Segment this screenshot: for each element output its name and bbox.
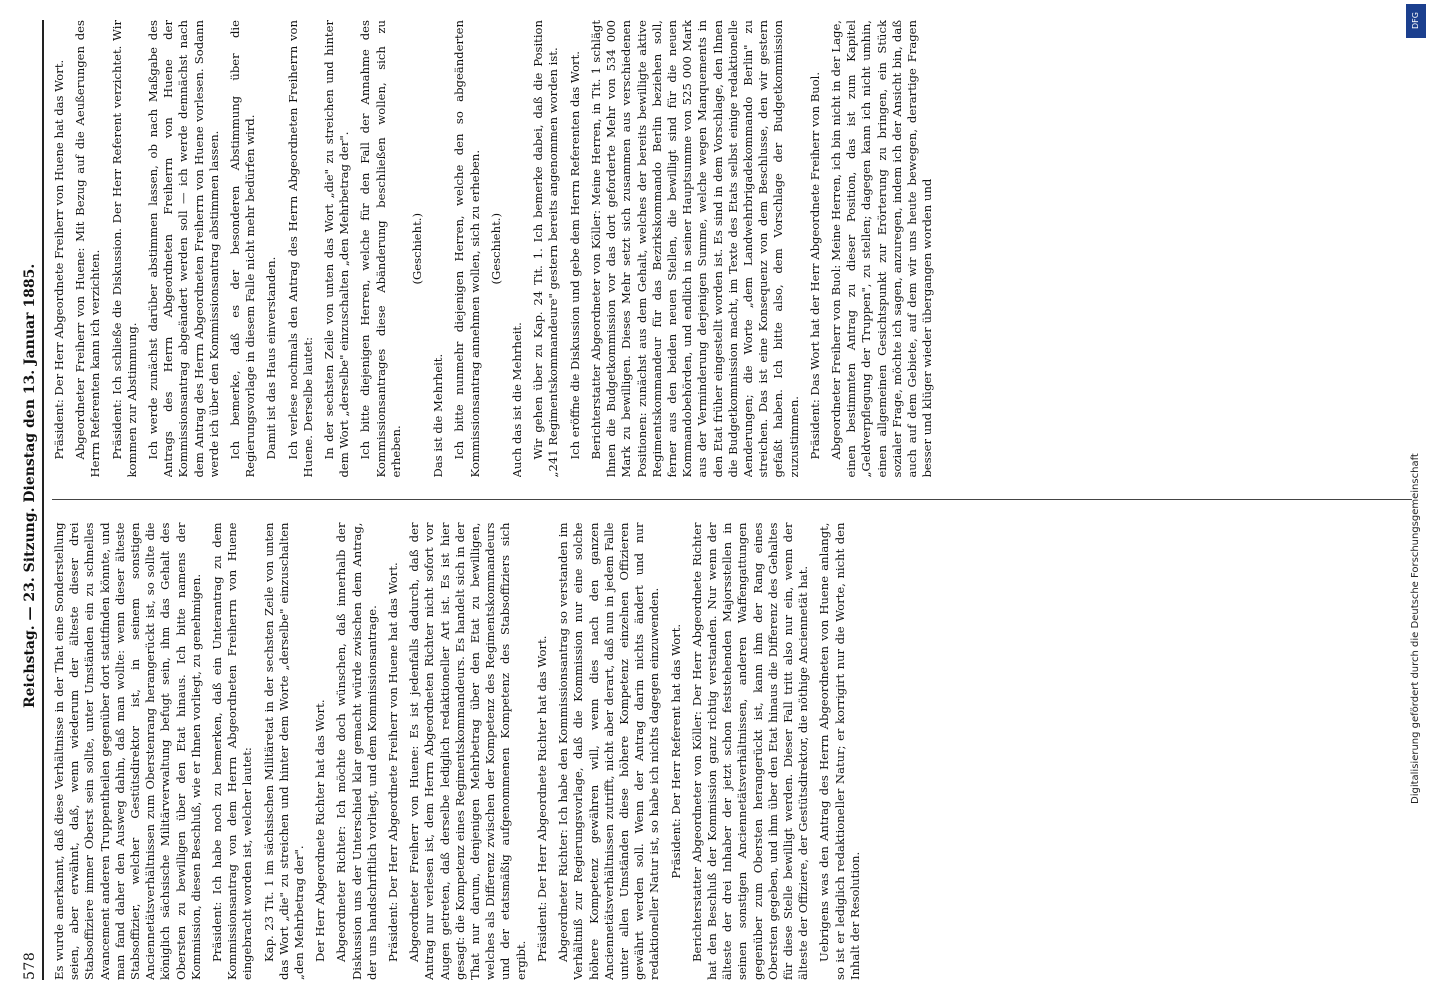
paragraph: Ich eröffne die Diskussion und gebe dem Herrn Referenten das Wort.: [567, 51, 582, 460]
page-number: 578: [22, 951, 38, 980]
paragraph: Ich bitte nunmehr diejenigen Herren, welche den so abgeänderten Kommissionsantrag annehmen wollen, sich zu erheben.: [452, 20, 482, 478]
paragraph: Auch das ist die Mehrheit.: [510, 322, 525, 478]
column-divider: [52, 500, 1412, 501]
paragraph: Ich werde zunächst darüber abstimmen lassen, ob nach Maßgabe des Antrags des Herrn Abgeordneten Freiherrn von Huene der Kommissionsantrag abgeändert werden soll — ich werde demnächst nach dem Antrag des Herrn Abgeordneten Freiherrn von Huene vorlesen. Sodann werde ich über den Kommissionsantrag abstimmen lassen.: [146, 20, 221, 478]
paragraph: (Geschieht.): [488, 213, 503, 285]
paragraph: Das ist die Mehrheit.: [431, 353, 446, 478]
paragraph: Wir gehen über zu Kap. 24 Tit. 1. Ich bemerke dabei, daß die Position „241 Regimentskommandeure" gestern bereits angenommen worden ist.: [531, 20, 561, 478]
paragraph: Ich verlese nochmals den Antrag des Herrn Abgeordneten Freiherrn von Huene. Derselbe lautet:: [285, 20, 315, 478]
text-columns: [52, 20, 1412, 980]
paragraph: Abgeordneter Freiherr von Buol: Meine Herren, ich bin nicht in der Lage, einen bestimmten Antrag zu dieser Position, das ist zum Kapitel „Geldverpflegung der Truppen", zu stellen; dagegen kann ich nicht umhin, einen allgemeinen Gesichtspunkt zur Erörterung zu bringen, ein Stück sozialer Frage, möchte ich sagen, anzuregen, indem ich der Ansicht bin, daß auch auf dem Gebiete, auf dem wir uns heute bewegen, derartige Fragen besser und klüger wieder übergangen worden und: [828, 20, 935, 478]
paragraph: Berichterstatter Abgeordneter von Köller: Der Herr Abgeordnete Richter hat den Beschluß der Kommission ganz richtig verstanden. Nur wenn der älteste der drei Inhaber der jetzt schon feststehenden Majorsstellen in seinen sonstigen Anciennetätsverhältnissen, anderen Waffengattungen gegenüber zum Obersten herangerückt ist, kann ihm der Rang eines Obersten gegeben, und ihm über den Etat hinaus die Differenz des Gehaltes für diese Stelle bewilligt werden. Dieser Fall tritt also nur ein, wenn der älteste der Offiziere, der Gestütsdirektor, die nöthige Anciennetät hat.: [689, 522, 811, 980]
paragraph: Präsident: Ich schließe die Diskussion. Der Herr Referent verzichtet. Wir kommen zur Abstimmung.: [109, 20, 139, 478]
paragraph: Präsident: Der Herr Abgeordnete Richter hat das Wort.: [534, 635, 549, 962]
paragraph: Kap. 23 Tit. 1 im sächsischen Militäretat in der sechsten Zeile von unten das Wort „die" zu streichen und hinter dem Worte „derselbe" einzuschalten „den Mehrbetrag der".: [261, 522, 307, 980]
dfg-logo: DFG: [1406, 4, 1426, 38]
paragraph: Abgeordneter Richter: Ich möchte doch wünschen, daß innerhalb der Diskussion uns der Unterschied klar gemacht würde zwischen dem Antrag, der uns handschriftlich vorliegt, und dem Kommissionsantrage.: [334, 522, 379, 980]
paragraph: Uebrigens was den Antrag des Herrn Abgeordneten von Huene anlangt, so ist er lediglich redaktioneller Natur; er korrigirt nur die Worte, nicht den Inhalt der Resolution.: [817, 522, 862, 980]
paragraph: (Geschieht.): [410, 213, 425, 285]
paragraph: Der Herr Abgeordnete Richter hat das Wort.: [313, 699, 328, 962]
page-header: [14, 20, 44, 980]
digitization-credit: Digitalisierung gefördert durch die Deutsche Forschungsgemeinschaft: [1410, 453, 1421, 804]
digitization-credit-strip: [1406, 0, 1428, 1000]
paragraph: Abgeordneter Richter: Ich habe den Kommissionsantrag so verstanden im Verhältniß zur Regierungsvorlage, daß die Kommission nur eine solche höhere Kompetenz gewähren will, wenn dies nach den ganzen Anciennetätsverhältnissen zutrifft, nicht aber derart, daß nun in jedem Falle unter allen Umständen diese höhere Kompetenz einzelnen Offizieren gewährt werden soll. Wenn der Antrag darin nichts ändert und nur redaktioneller Natur ist, so habe ich nichts dagegen einzuwenden.: [556, 522, 662, 980]
paragraph: Abgeordneter Freiherr von Huene: Mit Bezug auf die Aeußerungen des Herrn Referenten kann ich verzichten.: [73, 20, 103, 478]
right-column: [52, 20, 1412, 478]
paragraph: Präsident: Das Wort hat der Herr Abgeordnete Freiherr von Buol.: [807, 71, 822, 460]
left-column: [52, 523, 1412, 981]
paragraph: Ich bemerke, daß es der besonderen Abstimmung über die Regierungsvorlage in diesem Falle nicht mehr bedürfen wird.: [228, 20, 258, 478]
paragraph: Damit ist das Haus einverstanden.: [264, 256, 279, 460]
paragraph: Abgeordneter Freiherr von Huene: Es ist jedenfalls dadurch, daß der Antrag nur verlesen ist, dem Herrn Abgeordneten Richter nicht sofort vor Augen getreten, daß derselbe lediglich redaktioneller Art ist. Es ist hier gesagt: die Kompetenz eines Regimentskommandeurs. Es handelt sich in der That nur darum, denjenigen Mehrbetrag über den Etat zu bewilligen, welches als Differenz zwischen der Kompetenz des Regimentskommandeurs und der etatsmäßig aufgenommenen Kompetenz des Stabsoffiziers sich ergibt.: [407, 522, 528, 980]
page-title: Reichstag. — 23. Sitzung. Dienstag den 13. Januar 1885.: [22, 263, 38, 708]
paragraph: Berichterstatter Abgeordneter von Köller: Meine Herren, in Tit. 1 schlägt Ihnen die Budgetkommission vor das dort geforderte Mehr von 534 000 Mark zu bewilligen. Dieses Mehr setzt sich zusammen aus verschiedenen Positionen: zunächst aus dem Gehalt, welches der bereits bewilligte aktive Regimentskommandeur für das Bezirkskommando Berlin beziehen soll, ferner aus den beiden neuen Stellen, die bewilligt sind für die neuen Kommandobehörden, und endlich in seiner Hauptsumme von 525 000 Mark aus der Verminderung derjenigen Summe, welche wegen Manquements in den Etat früher eingestellt worden ist. Es sind in dem Vorschlage, den Ihnen die Budgetkommission macht, im Texte des Etats selbst einige redaktionelle Aenderungen; die Worte „dem Landwehrbrigadekommando Berlin" zu streichen. Das ist eine Konsequenz von dem Beschlusse, den wir gestern gefaßt haben. Ich bitte also, dem Vorschlage der Budgetkommission zuzustimmen.: [588, 20, 801, 478]
paragraph: Präsident: Der Herr Abgeordnete Freiherr von Huene hat das Wort.: [52, 59, 66, 460]
paragraph: Es wurde anerkannt, daß diese Verhältnisse in der That eine Sonderstellung seien, aber erwähnt, daß, wenn wiederum der älteste dieser drei Stabsoffiziere immer Oberst sein sollte, unter Umständen ein zu schnelles Avancement anderen Truppentheilen gegenüber dort stattfinden könnte, und man fand daher den Ausweg dahin, daß man wollte: wenn dieser älteste Stabsoffizier, welcher Gestütsdirektor ist, in seinem sonstigen Anciennetätsverhältnissen zum Oberstenrang herangerückt ist, so sollte die königlich sächsische Militärverwaltung befugt sein, ihm das Gehalt des Obersten zu bewilligen über den Etat hinaus. Ich bitte namens der Kommission, diesen Beschluß, wie er Ihnen vorliegt, zu genehmigen.: [52, 522, 203, 980]
paragraph: Präsident: Ich habe noch zu bemerken, daß ein Unterantrag zu dem Kommissionsantrag von dem Herrn Abgeordneten Freiherrn von Huene eingebracht worden ist, welcher lautet:: [210, 522, 255, 980]
paragraph: Präsident: Der Herr Referent hat das Wort.: [668, 623, 683, 879]
paragraph: Präsident: Der Herr Abgeordnete Freiherr von Huene hat das Wort.: [386, 562, 401, 962]
paragraph: In der sechsten Zeile von unten das Wort „die" zu streichen und hinter dem Wort „derselbe" einzuschalten „den Mehrbetrag der".: [322, 20, 352, 478]
paragraph: Ich bitte diejenigen Herren, welche für den Fall der Annahme des Kommissionsantrages diese Abänderung beschließen wollen, sich zu erheben.: [358, 20, 403, 478]
